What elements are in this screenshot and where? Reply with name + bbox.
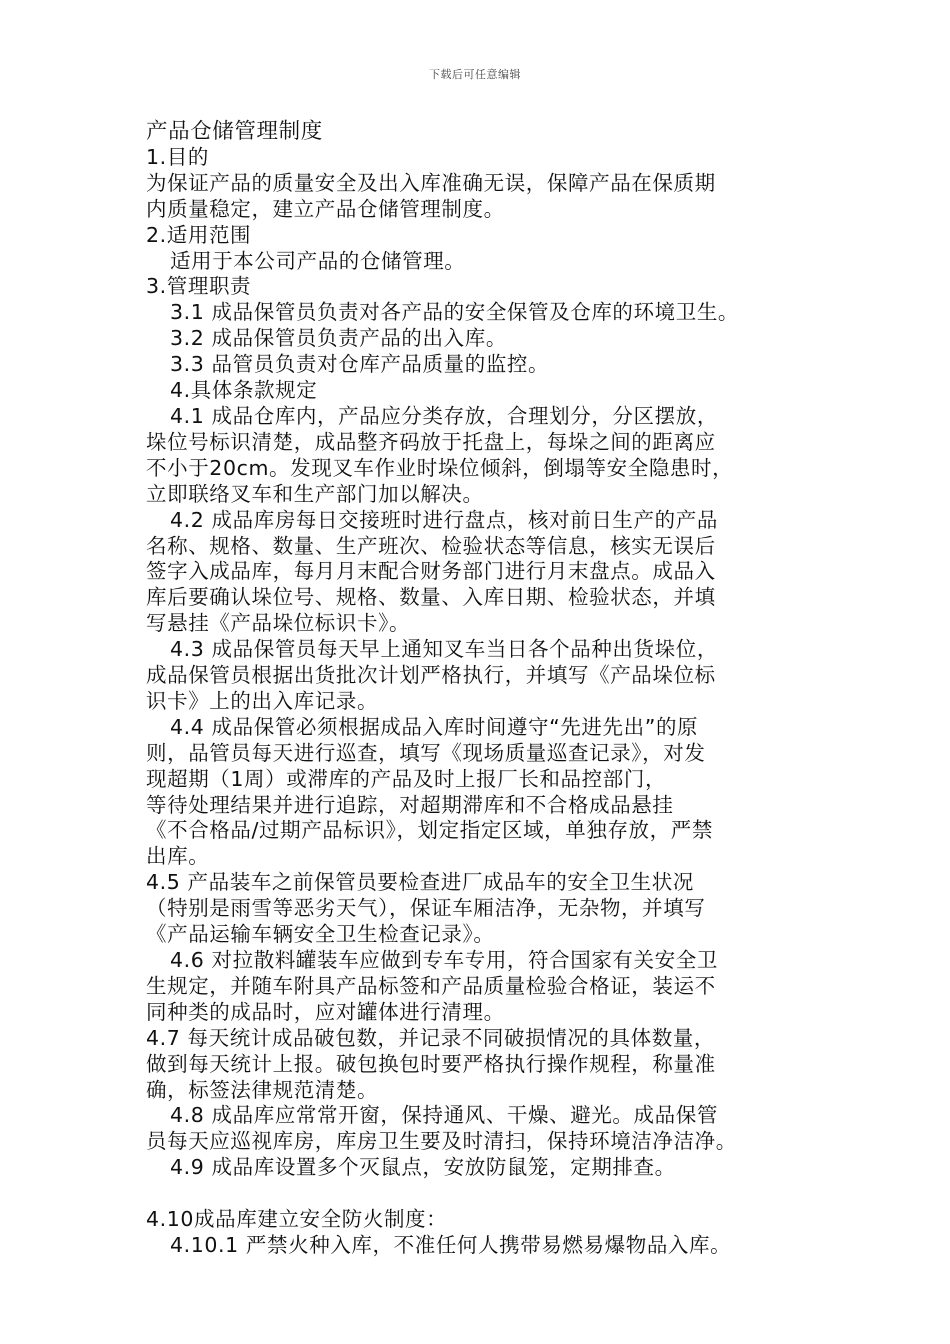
section-heading-provisions: 4.具体条款规定 — [170, 378, 318, 403]
paragraph-line: 识卡》上的出入库记录。 — [146, 688, 379, 713]
paragraph-line: 库后要确认垛位号、规格、数量、入库日期、检验状态，并填 — [146, 585, 716, 610]
paragraph-line: 垛位号标识清楚，成品整齐码放于托盘上，每垛之间的距离应 — [146, 429, 716, 454]
clause-3-2: 3.2 成品保管员负责产品的出入库。 — [170, 326, 507, 351]
paragraph-line: 现超期（1周）或滞库的产品及时上报厂长和品控部门， — [146, 766, 667, 791]
paragraph-line: 内质量稳定，建立产品仓储管理制度。 — [146, 196, 505, 221]
clause-4-4: 4.4 成品保管必须根据成品入库时间遵守“先进先出”的原 — [170, 714, 699, 739]
paragraph-line: 《产品运输车辆安全卫生检查记录》。 — [146, 922, 495, 947]
page-header-note: 下载后可任意编辑 — [429, 68, 521, 81]
paragraph-line: 签字入成品库，每月月末配合财务部门进行月末盘点。成品入 — [146, 559, 716, 584]
paragraph-line: 成品保管员根据出货批次计划严格执行，并填写《产品垛位标 — [146, 663, 716, 688]
paragraph-line: （特别是雨雪等恶劣天气），保证车厢洁净，无杂物，并填写 — [146, 896, 706, 921]
paragraph-line: 适用于本公司产品的仓储管理。 — [170, 248, 466, 273]
paragraph-line: 《不合格品/过期产品标识》，划定指定区域，单独存放，严禁 — [146, 818, 713, 843]
paragraph-line: 确，标签法律规范清楚。 — [146, 1077, 379, 1102]
clause-4-8: 4.8 成品库应常常开窗，保持通风、干燥、避光。成品保管 — [170, 1103, 718, 1128]
paragraph-line: 出库。 — [146, 844, 210, 869]
clause-4-10-1: 4.10.1 严禁火种入库，不准任何人携带易燃易爆物品入库。 — [170, 1232, 732, 1257]
clause-4-5: 4.5 产品装车之前保管员要检查进厂成品车的安全卫生状况 — [146, 870, 694, 895]
paragraph-line: 员每天应巡视库房，库房卫生要及时清扫，保持环境洁净洁净。 — [146, 1129, 737, 1154]
clause-4-10: 4.10成品库建立安全防火制度： — [146, 1207, 448, 1232]
paragraph-line: 名称、规格、数量、生产班次、检验状态等信息，核实无误后 — [146, 533, 716, 558]
paragraph-line: 做到每天统计上报。破包换包时要严格执行操作规程，称量准 — [146, 1051, 716, 1076]
clause-4-1: 4.1 成品仓库内，产品应分类存放，合理划分，分区摆放， — [170, 403, 718, 428]
paragraph-line: 同种类的成品时，应对罐体进行清理。 — [146, 999, 505, 1024]
paragraph-line: 立即联络叉车和生产部门加以解决。 — [146, 481, 484, 506]
clause-4-3: 4.3 成品保管员每天早上通知叉车当日各个品种出货垛位， — [170, 637, 718, 662]
section-heading-responsibilities: 3.管理职责 — [146, 274, 252, 299]
clause-4-7: 4.7 每天统计成品破包数，并记录不同破损情况的具体数量， — [146, 1025, 716, 1050]
paragraph-line: 写悬挂《产品垛位标识卡》。 — [146, 611, 411, 636]
paragraph-line: 为保证产品的质量安全及出入库准确无误，保障产品在保质期 — [146, 170, 716, 195]
paragraph-line: 等待处理结果并进行追踪，对超期滞库和不合格成品悬挂 — [146, 792, 674, 817]
document-body — [146, 119, 836, 1259]
section-heading-purpose: 1.目的 — [146, 144, 209, 169]
clause-3-1: 3.1 成品保管员负责对各产品的安全保管及仓库的环境卫生。 — [170, 300, 740, 325]
clause-4-9: 4.9 成品库设置多个灭鼠点，安放防鼠笼，定期排查。 — [170, 1155, 676, 1180]
clause-4-2: 4.2 成品库房每日交接班时进行盘点，核对前日生产的产品 — [170, 507, 718, 532]
clause-4-6: 4.6 对拉散料罐装车应做到专车专用，符合国家有关安全卫 — [170, 948, 718, 972]
paragraph-line: 生规定，并随车附具产品标签和产品质量检验合格证，装运不 — [146, 973, 716, 998]
document-title: 产品仓储管理制度 — [146, 119, 323, 144]
paragraph-line: 不小于20cm。发现叉车作业时垛位倾斜，倒塌等安全隐患时， — [146, 455, 734, 480]
paragraph-line: 则，品管员每天进行巡查，填写《现场质量巡查记录》，对发 — [146, 740, 706, 765]
blank-line — [146, 1181, 836, 1207]
section-heading-scope: 2.适用范围 — [146, 222, 252, 247]
clause-3-3: 3.3 品管员负责对仓库产品质量的监控。 — [170, 352, 550, 377]
